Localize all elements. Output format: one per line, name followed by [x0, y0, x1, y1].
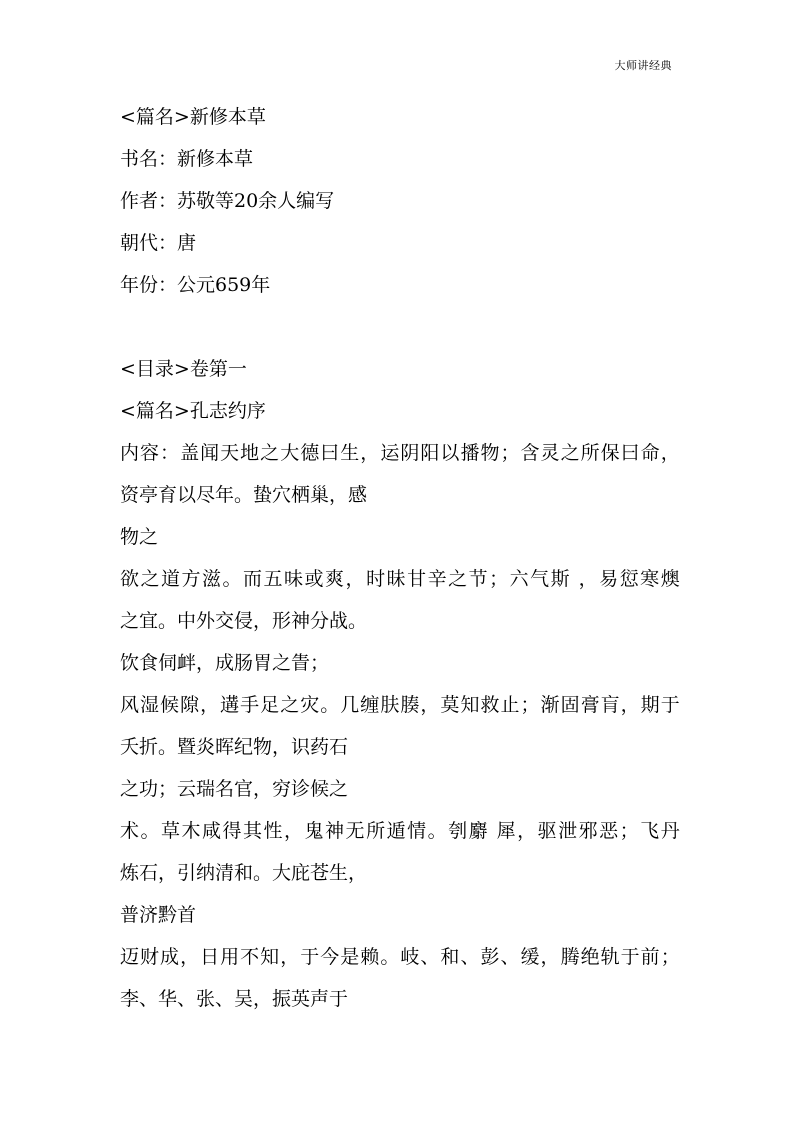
toc-line: <目录>卷第一	[120, 358, 247, 380]
body-line: 术。草木咸得其性，鬼神无所遁情。刳麝 犀，驱泄邪恶；飞丹	[120, 820, 680, 842]
author-line: 作者：苏敬等20余人编写	[120, 190, 335, 212]
body-line: 之功；云瑞名官，穷诊候之	[120, 778, 349, 800]
body-line: 炼石，引纳清和。大庇苍生，	[120, 862, 368, 884]
document-body	[120, 103, 680, 1027]
chapter-line: <篇名>孔志约序	[120, 400, 266, 422]
body-line: 资亭育以尽年。蛰穴栖巢，感	[120, 484, 368, 506]
body-line: 饮食伺衅，成肠胃之眚；	[120, 652, 330, 674]
body-line: 迈财成，日用不知，于今是赖。岐、和、彭、缓，腾绝轨于前；	[120, 946, 680, 968]
body-line: 夭折。暨炎晖纪物，识药石	[120, 736, 349, 758]
body-line: 风湿候隙，遘手足之灾。几缠肤腠，莫知救止；渐固膏肓，期于	[120, 694, 680, 716]
body-line: 欲之道方滋。而五味或爽，时昧甘辛之节；六气斯 ，易愆寒燠	[120, 568, 680, 590]
body-line: 内容：盖闻天地之大德曰生，运阴阳以播物；含灵之所保曰命，	[120, 442, 680, 464]
dynasty-line: 朝代：唐	[120, 232, 197, 254]
page-header: 大师讲经典	[614, 59, 672, 72]
body-line: 物之	[120, 526, 159, 548]
title-line: <篇名>新修本草	[120, 106, 266, 128]
section-gap	[120, 313, 680, 355]
body-line: 李、华、张、吴，振英声于	[120, 988, 349, 1010]
body-line: 之宜。中外交侵，形神分战。	[120, 610, 368, 632]
body-line: 普济黔首	[120, 904, 197, 926]
book-line: 书名：新修本草	[120, 148, 254, 170]
year-line: 年份：公元659年	[120, 274, 271, 296]
